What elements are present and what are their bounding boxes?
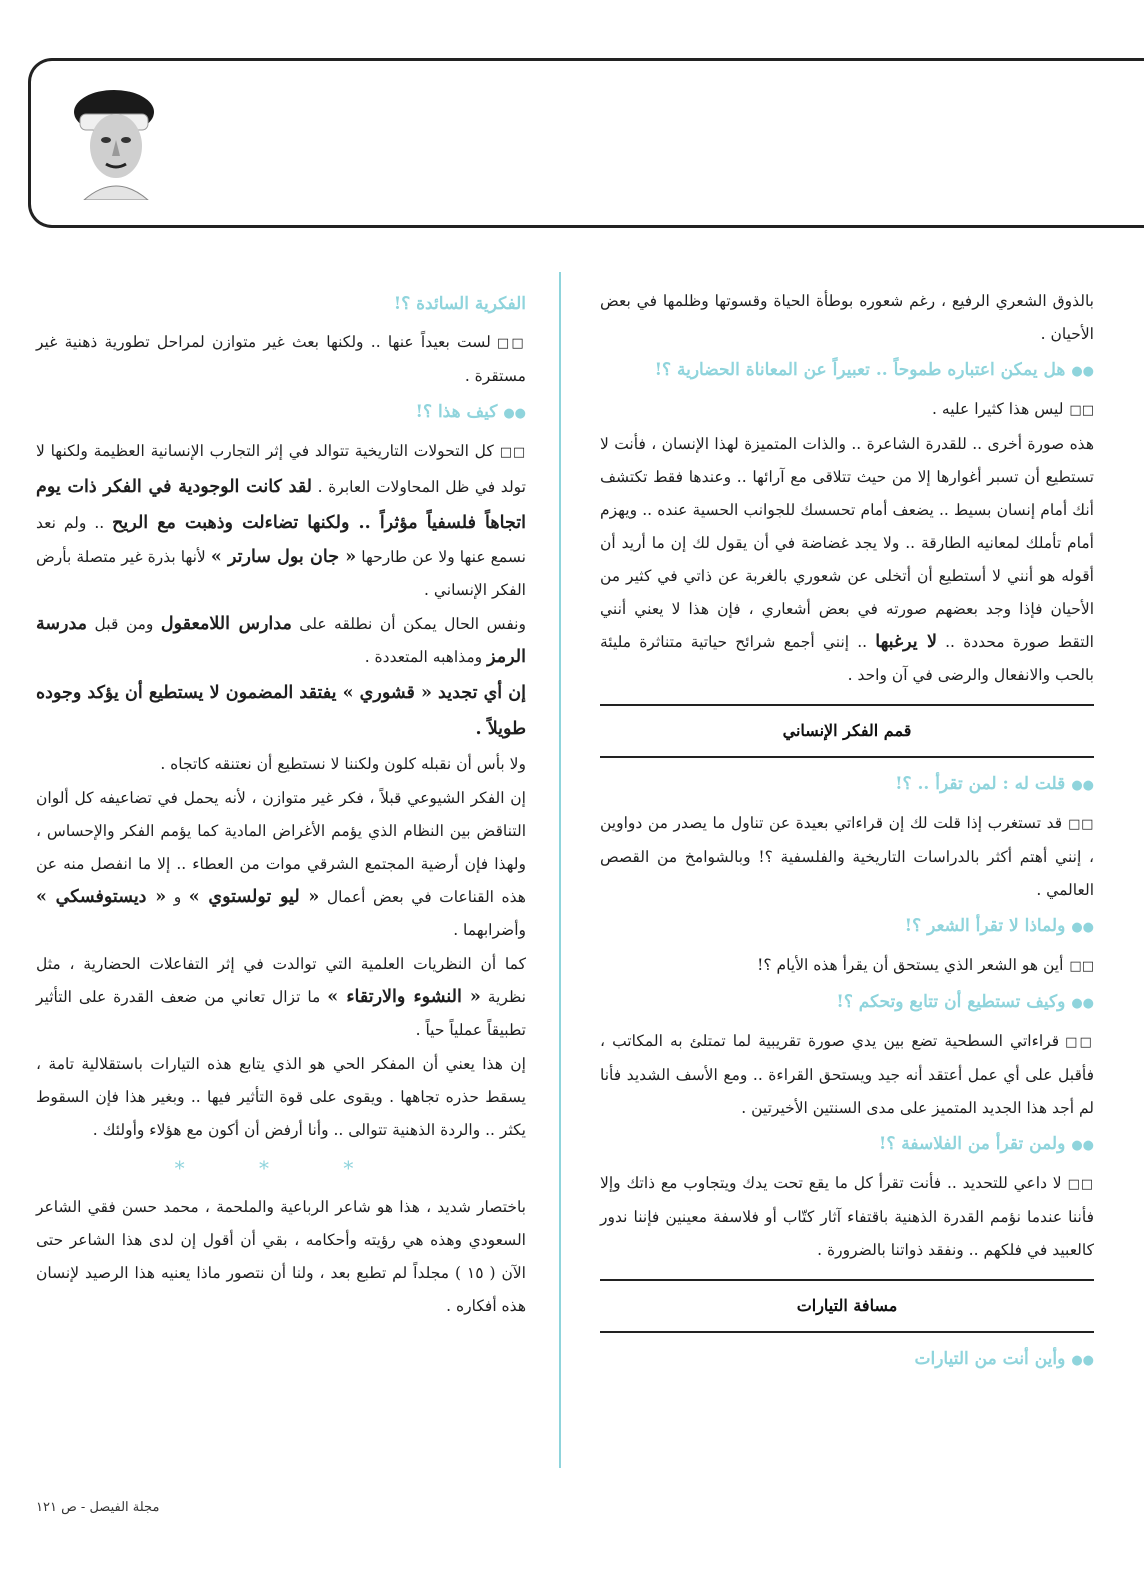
paragraph: بالذوق الشعري الرفيع ، رغم شعوره بوطأة الحياة وقسوتها وظلمها في بعض الأحيان . <box>600 292 1094 343</box>
paragraph-bold: إن أي تجديد « قشوري » يفتقد المضمون لا يستطيع أن يؤكد وجوده طويلاً . <box>36 683 526 739</box>
question: ●●وكيف تستطيع أن تتابع وتحكم ؟! <box>836 992 1094 1012</box>
left-column <box>36 285 526 1324</box>
paragraph: كما أن النظريات العلمية التي توالدت في إثر التفاعلات الحضارية ، مثل نظرية « النشوء والارتقاء » ما تزال تعاني من ضعف القدرة على التأثير تطبيقاً عملياً حياً . <box>36 955 526 1039</box>
right-column <box>600 285 1094 1382</box>
section-title: مسافة التيارات <box>600 1279 1094 1333</box>
question: ●●هل يمكن اعتباره طموحاً .. تعبيراً عن المعاناة الحضارية ؟! <box>654 360 1094 380</box>
question: ●●وأين أنت من التيارات <box>914 1349 1094 1369</box>
question: ●●قلت له : لمن تقرأ .. ؟! <box>895 774 1094 794</box>
answer: □□لا داعي للتحديد .. فأنت تقرأ كل ما يقع تحت يدك ويتجاوب مع ذاتك وإلا فأننا عندما نؤمم القدرة الذهنية باقتفاء آثار كتّاب أو فلاسفة معينين فإننا ندور كالعبيد في فلكهم .. ونفقد ذواتنا بالضرورة . <box>600 1174 1094 1259</box>
section-separator-stars: * * * <box>174 1156 388 1180</box>
column-divider <box>559 272 561 1468</box>
answer: □□قد تستغرب إذا قلت لك إن قراءاتي بعيدة عن تناول ما يصدر من دواوين ، إنني أهتم أكثر بالدراسات التاريخية والفلسفية ؟! وبالشوامخ من القصص العالمي . <box>600 814 1094 899</box>
paragraph: إن هذا يعني أن المفكر الحي هو الذي يتابع هذه التيارات باستقلالية تامة ، يسقط حذره تجاهها . ويقوى على قوة التأثير فيها .. وبغير هذا فإن السقوط يكثر .. والردة الذهنية تتوالى .. وأنا أرفض أن أكون مع هؤلاء وأولئك . <box>36 1055 526 1139</box>
question: ●●ولماذا لا تقرأ الشعر ؟! <box>904 916 1094 936</box>
answer: □□أين هو الشعر الذي يستحق أن يقرأ هذه الأيام ؟! <box>757 956 1094 974</box>
answer: □□قراءاتي السطحية تضع بين يدي صورة تقريبية لما تمتلئ به المكاتب ، فأقبل على أي عمل أعتقد أنه جيد ويستحق القراءة .. ومع الأسف الشديد فأنا لم أجد هذا الجديد المتميز على مدى السنتين الأخيرتين . <box>600 1032 1094 1117</box>
paragraph: ونفس الحال يمكن أن نطلقه على مدارس اللامعقول ومن قبل مدرسة الرمز ومذاهبه المتعددة . <box>36 614 526 667</box>
paragraph: ولا بأس أن نقبله كلون ولكننا لا نستطيع أن نعتنقه كاتجاه . <box>160 755 526 773</box>
poet-portrait <box>66 80 162 200</box>
header-frame <box>28 58 1144 228</box>
question: ●●كيف هذا ؟! <box>415 402 526 422</box>
answer: □□ليس هذا كثيرا عليه . <box>932 400 1094 418</box>
paragraph: هذه صورة أخرى .. للقدرة الشاعرة .. والذات المتميزة لهذا الإنسان ، فأنت لا تستطيع أن تسبر أغوارها إلا من حيث تتلاقى مع آرائها .. وعندها فقط تكتشف أنك أمام إنسان بسيط .. يضعف أمام تحسسك للجوانب الحسية عنده .. ويهزم أمام تأملك لمعانيه الطارقة .. ولا يجد غضاضة في أن يقول لك إن ما أريد أن أقوله هو أنني لا أستطيع أن أتخلى عن شعوري بالغربة عن ذاتي في كثير من الأحيان فإذا وجد بعضهم صورته في بعض أشعاري ، فإن هذا لا يعني أنني التقط صورة محددة .. لا يرغبها .. إنني أجمع شرائح حياتية متناثرة مليئة بالحب والانفعال والرضى في آن واحد . <box>600 435 1094 684</box>
answer: □□كل التحولات التاريخية تتوالد في إثر التجارب الإنسانية العظيمة ولكنها لا تولد في ظل المحاولات العابرة . لقد كانت الوجودية في الفكر ذات يوم اتجاهاً فلسفياً مؤثراً .. ولكنها تضاءلت وذهبت مع الريح .. ولم نعد نسمع عنها ولا عن طارحها « جان بول سارتر » لأنها بذرة غير متصلة بأرض الفكر الإنساني . <box>36 442 526 599</box>
question-continued: الفكرية السائدة ؟! <box>393 294 526 314</box>
page-footer: مجلة الفيصل - ص ١٢١ <box>36 1500 160 1515</box>
answer: □□لست بعيداً عنها .. ولكنها بعث غير متوازن لمراحل تطورية ذهنية غير مستقرة . <box>36 333 526 385</box>
section-title: قمم الفكر الإنساني <box>600 704 1094 758</box>
paragraph: إن الفكر الشيوعي قبلاً ، فكر غير متوازن ، لأنه يحمل في تضاعيفه كل ألوان التناقض بين النظام الذي يؤمم الأغراض المادية كما يؤمم الفكر والإحساس ، ولهذا فإن أرضية المجتمع الشرقي موات من العطاء .. إلا ما انفصل منه عن هذه القناعات في بعض أعمال « ليو تولستوي » و « ديستوفسكي » وأضرابهما . <box>36 789 526 939</box>
question: ●●ولمن تقرأ من الفلاسفة ؟! <box>878 1134 1094 1154</box>
paragraph: باختصار شديد ، هذا هو شاعر الرباعية والملحمة ، محمد حسن فقي الشاعر السعودي وهذه هي رؤيته وأحكامه ، بقي أن أقول إن لدى هذا الشاعر حتى الآن ( ١٥ ) مجلداً لم تطبع بعد ، ولنا أن نتصور ماذا يعنيه هذا الرصيد لإنسان هذه أفكاره . <box>36 1198 526 1315</box>
